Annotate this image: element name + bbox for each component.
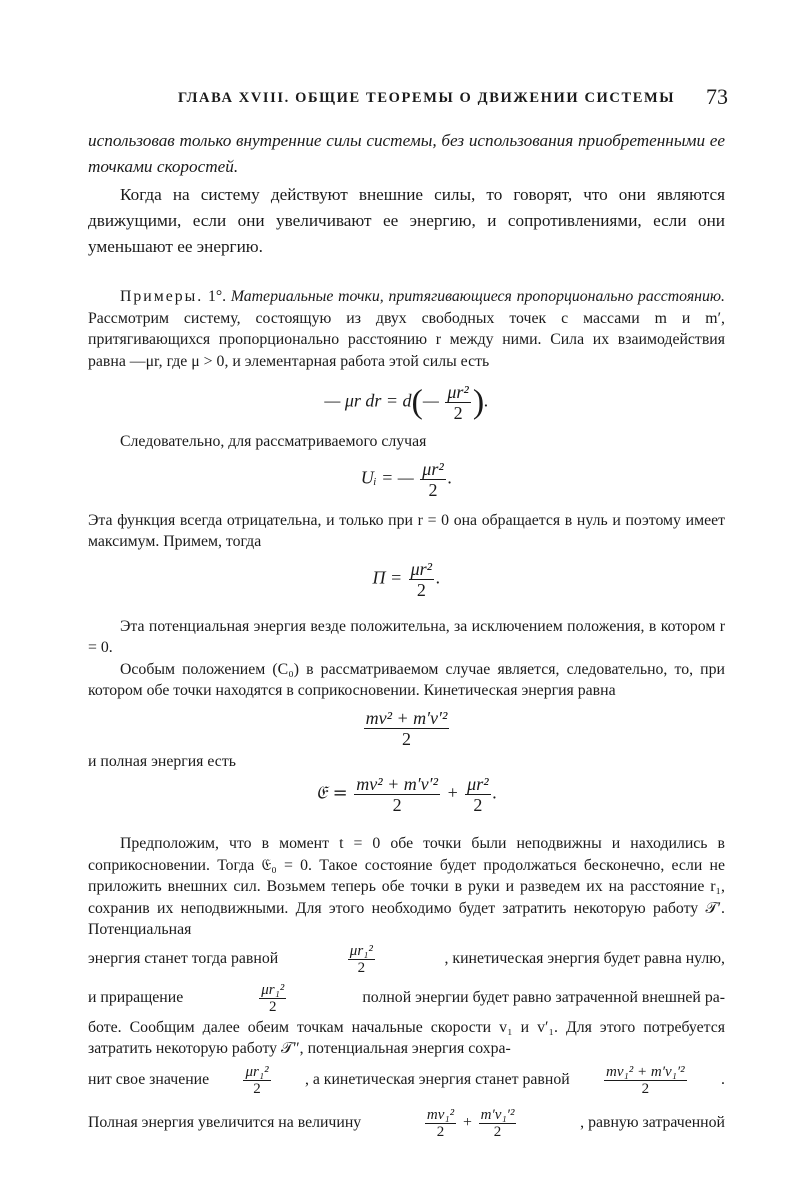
formula-u: Uᵢ = — $\frac{\text{μr²}}{2}$ .	[360, 458, 453, 500]
numerator: mv₁² + m′v₁′²	[606, 1063, 685, 1080]
fraction	[604, 1064, 687, 1097]
line-text: нит свое значение	[88, 1071, 210, 1089]
formula-kinetic	[88, 708, 725, 749]
line-text: Полная энергия увеличится на величину	[88, 1114, 362, 1132]
paragraph-positive: Эта потенциальная энергия везде положительна, за исключением положения, в котором r = 0.	[88, 617, 725, 656]
denominator: 2	[453, 403, 463, 423]
fraction	[348, 943, 375, 976]
numerator: μr₁²	[349, 942, 373, 959]
line-text: , а кинетическая энергия станет равной	[304, 1071, 570, 1089]
paragraph-special-position: Особым положением (C₀) в рассматриваемом случае является, следовательно, то, при котором обе точки находятся в соприкосновении. Кинетическая энергия равна	[88, 660, 725, 699]
paragraph-consequently: Следовательно, для рассматриваемого случая	[120, 433, 427, 450]
paragraph-continued: использовав только внутренние силы системы, без использования приобретенными ее точками скоростей.	[88, 131, 725, 176]
paragraph-external-forces: Когда на систему действуют внешние силы, то говорят, что они являются движущими, если они увеличивают ее энергию, и сопротивлениями, если они уменьшают ее энергию.	[88, 185, 725, 256]
line-increment	[88, 982, 725, 1015]
page-header	[178, 86, 738, 116]
fraction	[259, 982, 286, 1015]
example-paragraph	[88, 286, 725, 372]
numerator: μr₁²	[261, 981, 285, 998]
denominator: 2	[416, 579, 426, 600]
line-text: энергия станет тогда равной	[88, 950, 279, 968]
formula-work-lhs: — μr dr = d	[324, 390, 412, 411]
denominator: 2	[641, 1080, 650, 1097]
fraction	[409, 559, 434, 600]
numerator: μr²	[467, 774, 489, 794]
example-number: 1°.	[207, 288, 227, 305]
line-potential-energy	[88, 943, 725, 976]
formula-u-lhs: Uᵢ = —	[360, 467, 414, 488]
paren-close: )	[472, 383, 485, 421]
line-text: и приращение	[88, 989, 184, 1007]
paren-open: (	[411, 383, 423, 421]
denominator: 2	[357, 959, 366, 976]
numerator: mv² + m′v′²	[365, 707, 448, 728]
fraction	[425, 1107, 456, 1140]
formula-pi: Π = $\frac{\text{μr²}}{2}$ .	[372, 558, 441, 600]
example-label: Примеры.	[120, 288, 204, 305]
denominator: 2	[436, 1123, 445, 1140]
denominator: 2	[493, 1123, 502, 1140]
formula-work: — μr dr = d(— $\frac{\text{μr²}}{2}$ ).	[324, 382, 489, 423]
line-keep-value: нит свое значение $\frac{\text{μr₁²}}{2}$ , а кинетическая энергия станет равной $\frac{\text{mv₁² + m′v₁′²}}{2}$ .	[88, 1063, 725, 1097]
example-title: Материальные точки, притягивающиеся пропорционально расстоянию.	[230, 288, 726, 305]
fraction	[364, 708, 450, 749]
numerator: mv² + m′v′²	[356, 774, 439, 794]
numerator: μr²	[422, 458, 444, 479]
paragraph-suppose: Предположим, что в момент t = 0 обе точки были неподвижны и находились в соприкосновении. Тогда 𝔈₀ = 0. Такое состояние будет продолжаться бесконечно, если не приложить внешних сил. Возьмем теперь обе точки в руки и разведем их на расстояние r₁, сохранив их неподвижными. Для этого необходимо будет затратить некоторую работу 𝒯′. Потенциальная	[88, 835, 725, 938]
numerator: μr₁²	[245, 1063, 269, 1080]
formula-pi-lhs: Π =	[372, 567, 403, 588]
paragraph-inform: боте. Сообщим далее обеим точкам начальные скорости v₁ и v′₁. Для этого потребуется затратить некоторую работу 𝒯″, потенциальная энергия сохра-	[88, 1018, 725, 1057]
line-final	[88, 1107, 725, 1140]
fraction	[479, 1107, 517, 1140]
denominator: 2	[269, 998, 277, 1015]
formula-energy: 𝔈 = $\frac{\text{mv² + m′v′²}}{2}$ + $\frac{\text{μr²}}{2}$ .	[315, 774, 498, 815]
page-number: 73	[706, 84, 728, 109]
numerator: mv₁²	[426, 1106, 455, 1123]
fraction	[445, 382, 470, 423]
fraction	[465, 774, 490, 815]
denominator: 2	[253, 1080, 261, 1097]
denominator: 2	[392, 795, 402, 815]
denominator: 2	[428, 479, 438, 500]
numerator: μr²	[447, 382, 469, 402]
formula-sum: $\frac{\text{mv₁²}}{2}$ + $\frac{\text{m′v₁′²}}{2}$	[426, 1106, 515, 1140]
paragraph-total-energy: и полная энергия есть	[88, 752, 236, 770]
running-title: ГЛАВА XVIII. ОБЩИЕ ТЕОРЕМЫ О ДВИЖЕНИИ СИСТЕМЫ	[178, 90, 676, 106]
fraction	[243, 1064, 270, 1097]
fraction	[354, 774, 440, 815]
page-body	[88, 128, 725, 1140]
formula-energy-lhs: 𝔈 =	[315, 782, 348, 804]
line-text: полной энергии будет равно затраченной внешней ра-	[362, 989, 725, 1007]
denominator: 2	[473, 795, 483, 815]
paragraph-negative: Эта функция всегда отрицательна, и только при r = 0 она обращается в нуль и поэтому имеет максимум. Примем, тогда	[88, 511, 725, 550]
denominator: 2	[401, 728, 411, 749]
line-text: , кинетическая энергия будет равна нулю,	[444, 950, 725, 968]
formula-work-minus: —	[422, 390, 439, 411]
fraction	[420, 459, 445, 500]
numerator: μr²	[410, 558, 433, 579]
example-text: Рассмотрим систему, состоящую из двух свободных точек с массами m и m′, притягивающихся пропорционально расстоянию r между ними. Сила их взаимодействия равна —μr, где μ > 0, и элементарная работа этой силы есть	[88, 309, 725, 370]
line-text: , равную затраченной	[580, 1114, 725, 1132]
numerator: m′v₁′²	[480, 1106, 515, 1123]
